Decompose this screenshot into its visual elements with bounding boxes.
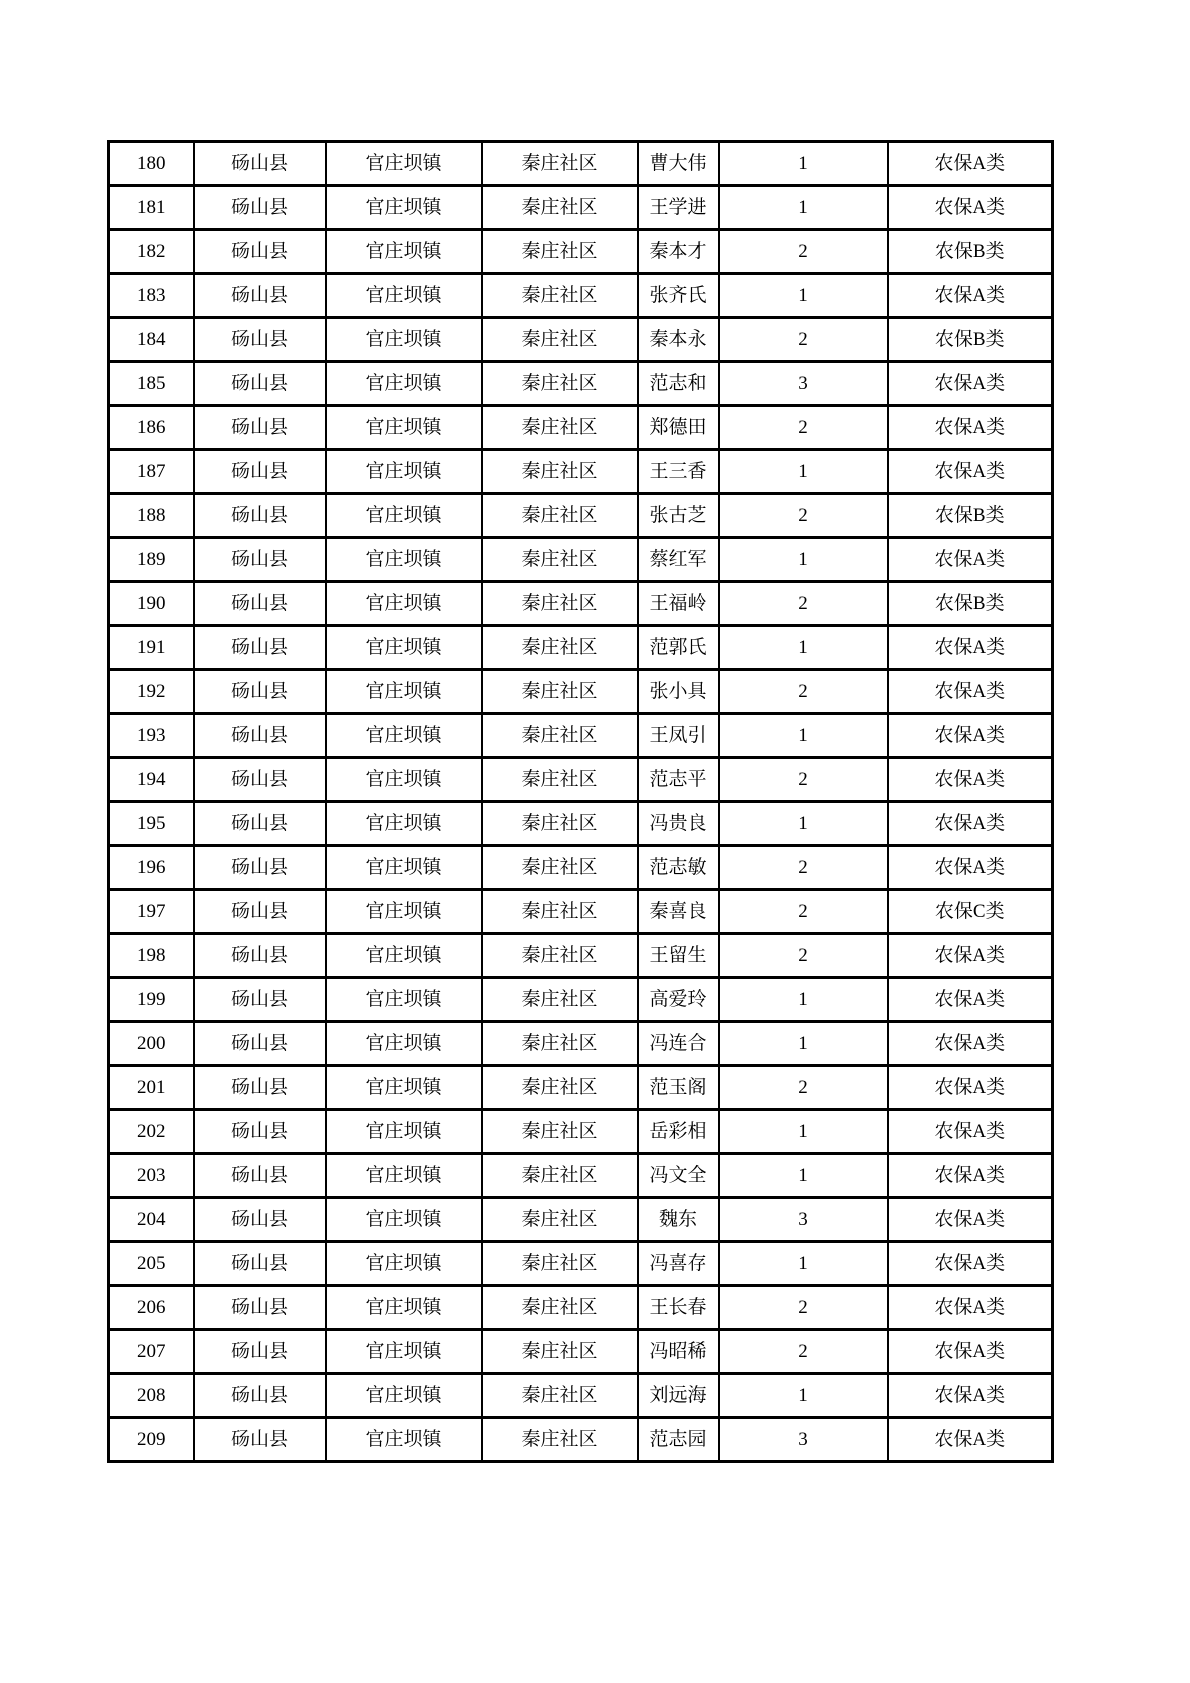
cell-community: 秦庄社区	[482, 274, 638, 318]
cell-community: 秦庄社区	[482, 802, 638, 846]
table-row	[109, 582, 1053, 626]
cell-household-count: 1	[719, 1242, 888, 1286]
cell-town: 官庄坝镇	[326, 802, 482, 846]
table-row	[109, 626, 1053, 670]
cell-household-count: 1	[719, 802, 888, 846]
cell-insurance-category: 农保A类	[888, 1418, 1053, 1462]
cell-county: 砀山县	[194, 1110, 326, 1154]
cell-person-name: 王留生	[638, 934, 719, 978]
cell-county: 砀山县	[194, 582, 326, 626]
cell-household-count: 1	[719, 714, 888, 758]
cell-town: 官庄坝镇	[326, 1286, 482, 1330]
cell-household-count: 1	[719, 142, 888, 186]
cell-person-name: 张古芝	[638, 494, 719, 538]
cell-town: 官庄坝镇	[326, 934, 482, 978]
cell-household-count: 2	[719, 230, 888, 274]
cell-town: 官庄坝镇	[326, 890, 482, 934]
cell-household-count: 1	[719, 186, 888, 230]
cell-county: 砀山县	[194, 934, 326, 978]
cell-household-count: 1	[719, 538, 888, 582]
cell-insurance-category: 农保A类	[888, 846, 1053, 890]
cell-serial-number: 193	[109, 714, 194, 758]
cell-household-count: 2	[719, 318, 888, 362]
cell-serial-number: 186	[109, 406, 194, 450]
cell-person-name: 蔡红军	[638, 538, 719, 582]
cell-person-name: 郑德田	[638, 406, 719, 450]
table-row	[109, 1022, 1053, 1066]
cell-insurance-category: 农保A类	[888, 758, 1053, 802]
cell-serial-number: 205	[109, 1242, 194, 1286]
table-row	[109, 538, 1053, 582]
cell-community: 秦庄社区	[482, 626, 638, 670]
cell-community: 秦庄社区	[482, 758, 638, 802]
cell-insurance-category: 农保A类	[888, 714, 1053, 758]
cell-serial-number: 191	[109, 626, 194, 670]
table-row	[109, 1154, 1053, 1198]
table-row	[109, 1286, 1053, 1330]
table-row	[109, 890, 1053, 934]
cell-insurance-category: 农保B类	[888, 318, 1053, 362]
cell-county: 砀山县	[194, 1154, 326, 1198]
cell-person-name: 岳彩相	[638, 1110, 719, 1154]
cell-serial-number: 180	[109, 142, 194, 186]
cell-household-count: 1	[719, 274, 888, 318]
cell-person-name: 王凤引	[638, 714, 719, 758]
cell-person-name: 秦本才	[638, 230, 719, 274]
cell-town: 官庄坝镇	[326, 1022, 482, 1066]
cell-serial-number: 182	[109, 230, 194, 274]
cell-community: 秦庄社区	[482, 978, 638, 1022]
cell-community: 秦庄社区	[482, 186, 638, 230]
cell-household-count: 1	[719, 1154, 888, 1198]
cell-community: 秦庄社区	[482, 714, 638, 758]
cell-person-name: 王三香	[638, 450, 719, 494]
cell-serial-number: 181	[109, 186, 194, 230]
cell-insurance-category: 农保A类	[888, 978, 1053, 1022]
cell-town: 官庄坝镇	[326, 230, 482, 274]
cell-household-count: 3	[719, 1198, 888, 1242]
cell-insurance-category: 农保A类	[888, 450, 1053, 494]
cell-serial-number: 190	[109, 582, 194, 626]
cell-person-name: 范志平	[638, 758, 719, 802]
cell-insurance-category: 农保B类	[888, 230, 1053, 274]
cell-serial-number: 194	[109, 758, 194, 802]
table-row	[109, 1066, 1053, 1110]
cell-town: 官庄坝镇	[326, 978, 482, 1022]
cell-person-name: 冯昭稀	[638, 1330, 719, 1374]
table-row	[109, 274, 1053, 318]
cell-serial-number: 187	[109, 450, 194, 494]
table-row	[109, 142, 1053, 186]
cell-household-count: 2	[719, 934, 888, 978]
cell-household-count: 2	[719, 1066, 888, 1110]
cell-community: 秦庄社区	[482, 1418, 638, 1462]
cell-insurance-category: 农保A类	[888, 802, 1053, 846]
cell-household-count: 2	[719, 1330, 888, 1374]
cell-town: 官庄坝镇	[326, 142, 482, 186]
cell-county: 砀山县	[194, 1374, 326, 1418]
cell-county: 砀山县	[194, 846, 326, 890]
cell-county: 砀山县	[194, 626, 326, 670]
roster-table	[107, 140, 1054, 1463]
cell-town: 官庄坝镇	[326, 450, 482, 494]
table-row	[109, 362, 1053, 406]
cell-community: 秦庄社区	[482, 406, 638, 450]
cell-town: 官庄坝镇	[326, 1418, 482, 1462]
cell-person-name: 范郭氏	[638, 626, 719, 670]
cell-county: 砀山县	[194, 362, 326, 406]
cell-county: 砀山县	[194, 494, 326, 538]
cell-county: 砀山县	[194, 450, 326, 494]
cell-community: 秦庄社区	[482, 1022, 638, 1066]
cell-serial-number: 201	[109, 1066, 194, 1110]
cell-serial-number: 207	[109, 1330, 194, 1374]
cell-person-name: 范志敏	[638, 846, 719, 890]
cell-household-count: 2	[719, 846, 888, 890]
cell-county: 砀山县	[194, 142, 326, 186]
table-row	[109, 802, 1053, 846]
table-row	[109, 318, 1053, 362]
cell-serial-number: 206	[109, 1286, 194, 1330]
cell-household-count: 2	[719, 494, 888, 538]
cell-insurance-category: 农保A类	[888, 1066, 1053, 1110]
cell-insurance-category: 农保A类	[888, 186, 1053, 230]
cell-community: 秦庄社区	[482, 1374, 638, 1418]
cell-county: 砀山县	[194, 1330, 326, 1374]
cell-town: 官庄坝镇	[326, 1374, 482, 1418]
cell-person-name: 秦本永	[638, 318, 719, 362]
cell-community: 秦庄社区	[482, 934, 638, 978]
cell-community: 秦庄社区	[482, 142, 638, 186]
cell-serial-number: 202	[109, 1110, 194, 1154]
cell-household-count: 3	[719, 1418, 888, 1462]
cell-insurance-category: 农保A类	[888, 626, 1053, 670]
table-row	[109, 1110, 1053, 1154]
cell-community: 秦庄社区	[482, 1242, 638, 1286]
cell-insurance-category: 农保C类	[888, 890, 1053, 934]
cell-community: 秦庄社区	[482, 1286, 638, 1330]
table-row	[109, 670, 1053, 714]
table-row	[109, 1374, 1053, 1418]
cell-person-name: 魏东	[638, 1198, 719, 1242]
table-row	[109, 846, 1053, 890]
cell-county: 砀山县	[194, 538, 326, 582]
cell-insurance-category: 农保A类	[888, 670, 1053, 714]
cell-town: 官庄坝镇	[326, 406, 482, 450]
cell-county: 砀山县	[194, 714, 326, 758]
cell-person-name: 冯文全	[638, 1154, 719, 1198]
cell-serial-number: 184	[109, 318, 194, 362]
cell-county: 砀山县	[194, 1066, 326, 1110]
cell-insurance-category: 农保A类	[888, 1330, 1053, 1374]
cell-community: 秦庄社区	[482, 538, 638, 582]
cell-person-name: 张小具	[638, 670, 719, 714]
cell-serial-number: 196	[109, 846, 194, 890]
cell-town: 官庄坝镇	[326, 626, 482, 670]
cell-serial-number: 183	[109, 274, 194, 318]
cell-serial-number: 208	[109, 1374, 194, 1418]
cell-household-count: 1	[719, 1022, 888, 1066]
table-row	[109, 450, 1053, 494]
cell-town: 官庄坝镇	[326, 714, 482, 758]
table-row	[109, 1330, 1053, 1374]
cell-insurance-category: 农保A类	[888, 934, 1053, 978]
cell-insurance-category: 农保A类	[888, 142, 1053, 186]
cell-community: 秦庄社区	[482, 670, 638, 714]
cell-county: 砀山县	[194, 1022, 326, 1066]
cell-serial-number: 195	[109, 802, 194, 846]
cell-town: 官庄坝镇	[326, 1110, 482, 1154]
cell-person-name: 范玉阁	[638, 1066, 719, 1110]
cell-serial-number: 189	[109, 538, 194, 582]
cell-person-name: 张齐氏	[638, 274, 719, 318]
cell-county: 砀山县	[194, 802, 326, 846]
cell-insurance-category: 农保A类	[888, 538, 1053, 582]
cell-household-count: 1	[719, 626, 888, 670]
table-row	[109, 1242, 1053, 1286]
cell-town: 官庄坝镇	[326, 318, 482, 362]
cell-community: 秦庄社区	[482, 846, 638, 890]
cell-town: 官庄坝镇	[326, 1330, 482, 1374]
cell-town: 官庄坝镇	[326, 274, 482, 318]
cell-person-name: 冯连合	[638, 1022, 719, 1066]
cell-household-count: 1	[719, 978, 888, 1022]
cell-serial-number: 188	[109, 494, 194, 538]
cell-insurance-category: 农保A类	[888, 1110, 1053, 1154]
cell-community: 秦庄社区	[482, 450, 638, 494]
cell-person-name: 冯贵良	[638, 802, 719, 846]
cell-serial-number: 185	[109, 362, 194, 406]
table-row	[109, 1198, 1053, 1242]
cell-community: 秦庄社区	[482, 230, 638, 274]
cell-person-name: 范志园	[638, 1418, 719, 1462]
cell-insurance-category: 农保A类	[888, 362, 1053, 406]
cell-community: 秦庄社区	[482, 1110, 638, 1154]
cell-serial-number: 197	[109, 890, 194, 934]
cell-household-count: 3	[719, 362, 888, 406]
cell-town: 官庄坝镇	[326, 186, 482, 230]
cell-household-count: 2	[719, 758, 888, 802]
cell-insurance-category: 农保B类	[888, 582, 1053, 626]
cell-person-name: 曹大伟	[638, 142, 719, 186]
cell-person-name: 王长春	[638, 1286, 719, 1330]
table-row	[109, 934, 1053, 978]
cell-county: 砀山县	[194, 670, 326, 714]
cell-county: 砀山县	[194, 890, 326, 934]
cell-county: 砀山县	[194, 978, 326, 1022]
cell-insurance-category: 农保B类	[888, 494, 1053, 538]
cell-county: 砀山县	[194, 1242, 326, 1286]
cell-community: 秦庄社区	[482, 1066, 638, 1110]
cell-county: 砀山县	[194, 1418, 326, 1462]
cell-person-name: 冯喜存	[638, 1242, 719, 1286]
cell-community: 秦庄社区	[482, 318, 638, 362]
cell-insurance-category: 农保A类	[888, 1374, 1053, 1418]
cell-insurance-category: 农保A类	[888, 1286, 1053, 1330]
cell-insurance-category: 农保A类	[888, 406, 1053, 450]
cell-insurance-category: 农保A类	[888, 1022, 1053, 1066]
cell-town: 官庄坝镇	[326, 846, 482, 890]
cell-serial-number: 203	[109, 1154, 194, 1198]
cell-serial-number: 204	[109, 1198, 194, 1242]
cell-insurance-category: 农保A类	[888, 1198, 1053, 1242]
cell-serial-number: 199	[109, 978, 194, 1022]
cell-person-name: 范志和	[638, 362, 719, 406]
cell-person-name: 高爱玲	[638, 978, 719, 1022]
cell-serial-number: 209	[109, 1418, 194, 1462]
cell-town: 官庄坝镇	[326, 582, 482, 626]
cell-household-count: 2	[719, 406, 888, 450]
cell-community: 秦庄社区	[482, 1330, 638, 1374]
cell-community: 秦庄社区	[482, 1198, 638, 1242]
cell-community: 秦庄社区	[482, 890, 638, 934]
table-row	[109, 978, 1053, 1022]
table-row	[109, 714, 1053, 758]
table-row	[109, 230, 1053, 274]
cell-insurance-category: 农保A类	[888, 1242, 1053, 1286]
cell-serial-number: 198	[109, 934, 194, 978]
cell-county: 砀山县	[194, 230, 326, 274]
cell-household-count: 1	[719, 1374, 888, 1418]
cell-county: 砀山县	[194, 274, 326, 318]
cell-person-name: 王福岭	[638, 582, 719, 626]
cell-household-count: 2	[719, 1286, 888, 1330]
cell-person-name: 王学进	[638, 186, 719, 230]
cell-person-name: 秦喜良	[638, 890, 719, 934]
cell-town: 官庄坝镇	[326, 1198, 482, 1242]
cell-town: 官庄坝镇	[326, 494, 482, 538]
cell-household-count: 2	[719, 670, 888, 714]
cell-county: 砀山县	[194, 758, 326, 802]
cell-community: 秦庄社区	[482, 1154, 638, 1198]
cell-household-count: 2	[719, 890, 888, 934]
cell-town: 官庄坝镇	[326, 1242, 482, 1286]
cell-town: 官庄坝镇	[326, 538, 482, 582]
cell-county: 砀山县	[194, 1198, 326, 1242]
cell-serial-number: 192	[109, 670, 194, 714]
cell-county: 砀山县	[194, 186, 326, 230]
cell-town: 官庄坝镇	[326, 758, 482, 802]
table-row	[109, 186, 1053, 230]
cell-community: 秦庄社区	[482, 582, 638, 626]
cell-community: 秦庄社区	[482, 362, 638, 406]
cell-town: 官庄坝镇	[326, 1154, 482, 1198]
cell-county: 砀山县	[194, 1286, 326, 1330]
cell-insurance-category: 农保A类	[888, 274, 1053, 318]
table-row	[109, 494, 1053, 538]
table-row	[109, 406, 1053, 450]
cell-household-count: 2	[719, 582, 888, 626]
cell-town: 官庄坝镇	[326, 1066, 482, 1110]
table-row	[109, 758, 1053, 802]
cell-county: 砀山县	[194, 406, 326, 450]
cell-serial-number: 200	[109, 1022, 194, 1066]
cell-person-name: 刘远海	[638, 1374, 719, 1418]
cell-county: 砀山县	[194, 318, 326, 362]
cell-household-count: 1	[719, 1110, 888, 1154]
cell-town: 官庄坝镇	[326, 362, 482, 406]
cell-community: 秦庄社区	[482, 494, 638, 538]
cell-household-count: 1	[719, 450, 888, 494]
cell-insurance-category: 农保A类	[888, 1154, 1053, 1198]
table-row	[109, 1418, 1053, 1462]
cell-town: 官庄坝镇	[326, 670, 482, 714]
